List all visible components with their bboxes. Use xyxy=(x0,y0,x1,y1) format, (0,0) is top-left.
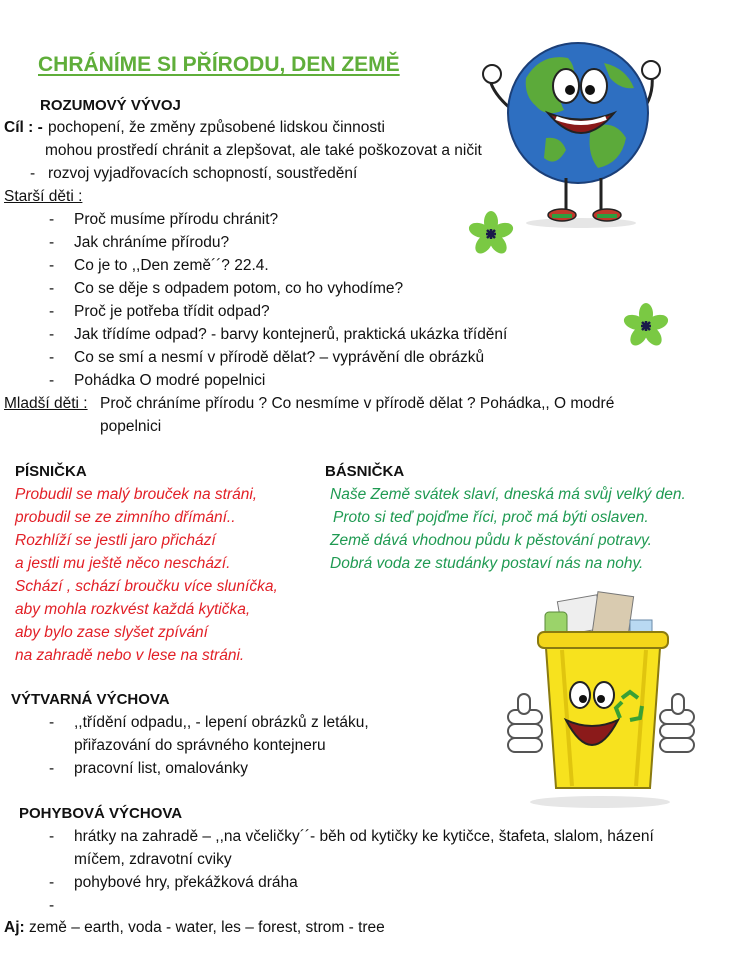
section-heading-vytvarna: VÝTVARNÁ VÝCHOVA xyxy=(11,691,170,708)
cil-label: Cíl : - xyxy=(4,119,43,136)
starsi-item: Co je to ,,Den země´´? 22.4. xyxy=(74,257,269,274)
poem-line: Proto si teď pojďme říci, proč má býti oslaven. xyxy=(333,509,649,526)
pohybova-item-1-line-2: míčem, zdravotní cviky xyxy=(74,851,232,868)
dash: - xyxy=(30,165,36,182)
song-line: Rozhlíží se jestli jaro přichází xyxy=(15,532,216,549)
starsi-item: Jak chráníme přírodu? xyxy=(74,234,230,251)
mladsi-line-2: popelnici xyxy=(100,418,162,435)
section-heading-pisnicka: PÍSNIČKA xyxy=(15,463,87,480)
cil-line-1: pochopení, že změny způsobené lidskou činnosti xyxy=(48,119,385,136)
mladsi-line-1: Proč chráníme přírodu ? Co nesmíme v přírodě dělat ? Pohádka,, O modré xyxy=(100,395,615,412)
vytvarna-item-1-line-2: přiřazování do správného kontejneru xyxy=(74,737,326,754)
pohybova-item-2: pohybové hry, překážková dráha xyxy=(74,874,298,891)
starsi-item: Proč je potřeba třídit odpad? xyxy=(74,303,270,320)
flower-icon xyxy=(622,302,670,350)
song-line: probudil se ze zimního dřímání.. xyxy=(15,509,236,526)
vytvarna-item-2: pracovní list, omalovánky xyxy=(74,760,249,777)
page-title: CHRÁNÍME SI PŘÍRODU, DEN ZEMĚ xyxy=(38,53,400,76)
vytvarna-item-1-line-1: ,,třídění odpadu,, - lepení obrázků z letáku, xyxy=(74,714,369,731)
cil-line-2: mohou prostředí chránit a zlepšovat, ale také poškozovat a ničit xyxy=(45,142,482,159)
cil-line-3: rozvoj vyjadřovacích schopností, soustředění xyxy=(48,165,358,182)
poem-line: Dobrá voda ze studánky postaví nás na nohy. xyxy=(330,555,644,572)
flower-icon xyxy=(467,210,515,258)
starsi-item: Jak třídíme odpad? - barvy kontejnerů, praktická ukázka třídění xyxy=(74,326,508,343)
aj-label: Aj: xyxy=(4,919,25,936)
aj-text: země – earth, voda - water, les – forest, strom - tree xyxy=(29,919,385,936)
song-line: Probudil se malý brouček na stráni, xyxy=(15,486,258,503)
song-line: aby bylo zase slyšet zpívání xyxy=(15,624,208,641)
section-heading-basnicka: BÁSNIČKA xyxy=(325,463,405,480)
pohybova-item-1-line-1: hrátky na zahradě – ,,na včeličky´´- běh od kytičky ke kytičce, štafeta, slalom, házení xyxy=(74,828,654,845)
earth-mascot-icon xyxy=(486,18,656,233)
starsi-item: Proč musíme přírodu chránit? xyxy=(74,211,279,228)
starsi-label: Starší děti : xyxy=(4,188,83,205)
starsi-item: Pohádka O modré popelnici xyxy=(74,372,266,389)
song-line: a jestli mu ještě něco neschází. xyxy=(15,555,231,572)
starsi-item: Co se smí a nesmí v přírodě dělat? – vyprávění dle obrázků xyxy=(74,349,485,366)
recycling-bin-mascot-icon xyxy=(500,590,700,810)
song-line: aby mohla rozkvést každá kytička, xyxy=(15,601,251,618)
starsi-item: Co se děje s odpadem potom, co ho vyhodíme? xyxy=(74,280,404,297)
poem-line: Naše Země svátek slaví, dneská má svůj velký den. xyxy=(330,486,686,503)
section-heading-rozumovy: ROZUMOVÝ VÝVOJ xyxy=(40,97,181,114)
song-line: na zahradě nebo v lese na stráni. xyxy=(15,647,245,664)
poem-line: Země dává vhodnou půdu k pěstování potravy. xyxy=(330,532,652,549)
section-heading-pohybova: POHYBOVÁ VÝCHOVA xyxy=(19,805,183,822)
song-line: Schází , schází broučku více sluníčka, xyxy=(15,578,278,595)
mladsi-label: Mladší děti : xyxy=(4,395,88,412)
